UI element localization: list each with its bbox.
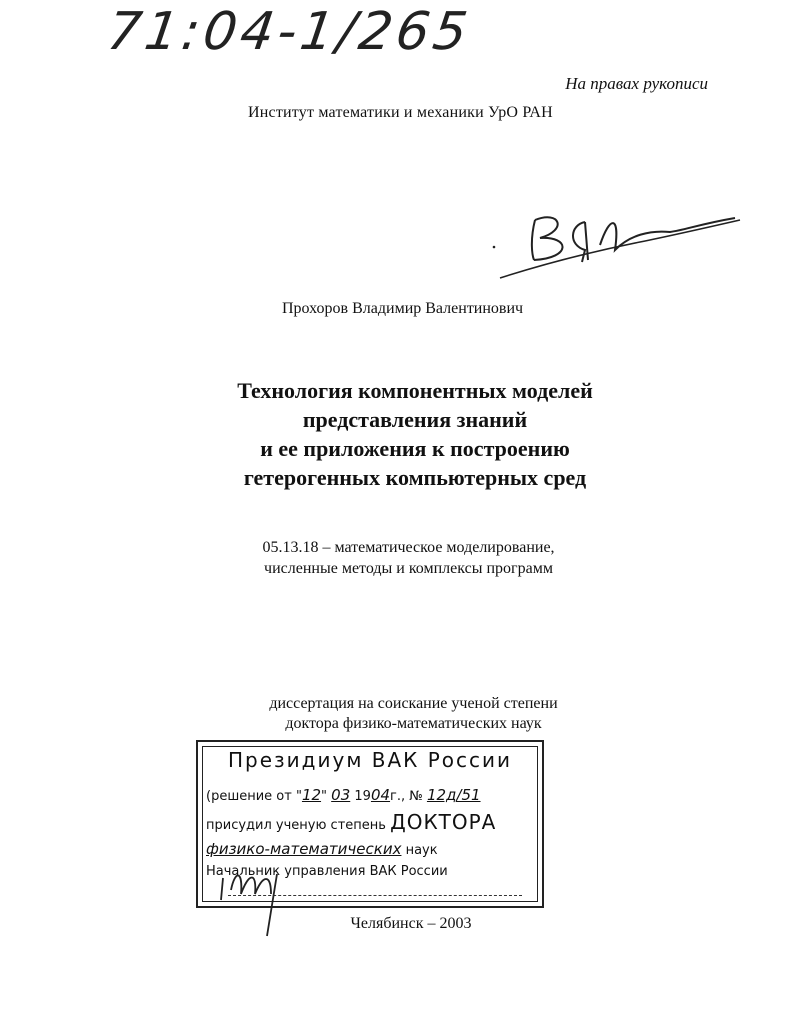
city-year: Челябинск – 2003 <box>350 915 472 932</box>
institute-name: Институт математики и механики УрО РАН <box>248 104 553 121</box>
stamp-awarded-line <box>206 810 496 834</box>
specialty-line: численные методы и комплексы программ <box>264 560 553 577</box>
degree-line: диссертация на соискание ученой степени <box>269 695 558 712</box>
stamp-year-prefix: 19 <box>354 789 371 804</box>
author-name: Прохоров Владимир Валентинович <box>282 300 524 317</box>
stamp-year-suffix: 04 <box>370 786 391 804</box>
title-line: и ее приложения к построению <box>260 436 570 461</box>
stamp-year-mark: г., № <box>390 789 423 804</box>
stamp-field-line <box>206 840 438 858</box>
stamp-degree: ДОКТОРА <box>390 810 497 834</box>
title-line: гетерогенных компьютерных сред <box>243 465 587 490</box>
dissertation-title <box>110 376 720 492</box>
specialty-code <box>0 537 792 579</box>
specialty-line: 05.13.18 – математическое моделирование, <box>262 539 555 556</box>
stamp-awarded-prefix: присудил ученую степень <box>206 818 386 833</box>
stamp-field-handwritten: физико-математических <box>206 840 402 858</box>
stamp-decision-prefix: (решение от <box>206 789 292 804</box>
degree-statement <box>0 694 792 734</box>
stamp-head-line: Начальник управления ВАК России <box>206 864 448 879</box>
author-signature <box>490 200 750 290</box>
stamp-day: 12 <box>301 786 322 804</box>
manuscript-rights-note: На правах рукописи <box>565 74 708 93</box>
stamp-decision-line: (решение от "12" 03 1904г., № 12д/51 <box>206 786 481 804</box>
stamp-title: Президиум ВАК России <box>227 748 513 772</box>
title-line: Технология компонентных моделей <box>237 378 593 403</box>
degree-line: доктора физико-математических наук <box>285 715 542 732</box>
title-line: представления знаний <box>302 407 528 432</box>
stamp-field-suffix: наук <box>405 843 438 858</box>
stamp-decision-number: 12д/51 <box>426 786 481 804</box>
handwritten-archive-code: 71:04-1/265 <box>103 2 475 62</box>
stamp-month: 03 <box>331 786 351 804</box>
